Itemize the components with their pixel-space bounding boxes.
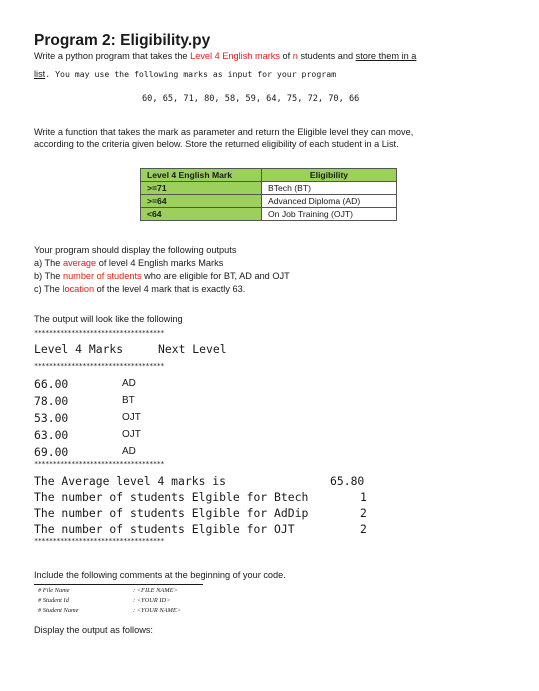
criteria-mark: <64	[141, 208, 262, 221]
comment-value: : <YOUR NAME>	[133, 607, 182, 614]
page-title: Program 2: Eligibility.py	[34, 32, 211, 49]
output-item-b	[34, 271, 290, 281]
output-text: c) The	[34, 284, 63, 294]
separator-stars: ***********************************	[34, 362, 165, 370]
summary-average-label: The Average level 4 marks is	[34, 474, 227, 488]
criteria-eligibility: BTech (BT)	[262, 182, 397, 195]
sample-level: OJT	[122, 429, 141, 440]
intro-text: of	[279, 51, 293, 61]
output-item-a	[34, 258, 223, 268]
comment-key: # Student Id	[38, 597, 69, 604]
criteria-row	[141, 195, 397, 208]
output-text: who are eligible for BT, AD and OJT	[141, 271, 290, 281]
criteria-mark: >=64	[141, 195, 262, 208]
criteria-row	[141, 182, 397, 195]
summary-adip-value: 2	[360, 506, 367, 520]
output-item-c	[34, 284, 245, 294]
comment-key: # File Name	[38, 587, 70, 594]
sample-intro: The output will look like the following	[34, 314, 183, 324]
sample-level: BT	[122, 395, 135, 406]
summary-btech-value: 1	[360, 490, 367, 504]
separator-stars: ***********************************	[34, 329, 165, 337]
summary-ojt-value: 2	[360, 522, 367, 536]
function-desc-line-1: Write a function that takes the mark as parameter and return the Eligible level they can move,	[34, 127, 414, 137]
criteria-table	[140, 168, 397, 221]
intro-highlight: n	[292, 51, 298, 61]
output-highlight: average	[62, 258, 97, 268]
input-marks: 60, 65, 71, 80, 58, 59, 64, 75, 72, 70, 66	[142, 94, 360, 104]
separator-stars: ***********************************	[34, 537, 165, 545]
sample-header-marks: Level 4 Marks	[34, 342, 124, 356]
criteria-header-mark: Level 4 English Mark	[141, 169, 262, 182]
separator-stars: ***********************************	[34, 460, 165, 468]
criteria-header-eligibility: Eligibility	[262, 169, 397, 182]
sample-level: OJT	[122, 412, 141, 423]
intro-line-1	[34, 51, 416, 61]
output-text: a) The	[34, 258, 63, 268]
output-text: of level 4 English marks Marks	[96, 258, 224, 268]
summary-ojt-label: The number of students Elgible for OJT	[34, 522, 295, 536]
outputs-intro: Your program should display the following outputs	[34, 245, 237, 255]
sample-level: AD	[122, 446, 136, 457]
criteria-row	[141, 208, 397, 221]
intro-text: . You may use the following marks as input for your program	[45, 69, 337, 79]
summary-average-value: 65.80	[330, 474, 365, 488]
output-text: b) The	[34, 271, 63, 281]
sample-header-level: Next Level	[158, 342, 227, 356]
summary-adip-label: The number of students Elgible for AdDip	[34, 506, 309, 520]
criteria-header-row	[141, 169, 397, 182]
criteria-eligibility: Advanced Diploma (AD)	[262, 195, 397, 208]
criteria-eligibility: On Job Training (OJT)	[262, 208, 397, 221]
comment-key: # Student Name	[38, 607, 79, 614]
criteria-mark: >=71	[141, 182, 262, 195]
intro-line-2	[34, 64, 336, 82]
sample-mark: 69.00	[34, 445, 69, 459]
intro-text: Write a python program that takes the	[34, 51, 191, 61]
comments-intro: Include the following comments at the beginning of your code.	[34, 570, 286, 580]
sample-mark: 78.00	[34, 394, 69, 408]
comments-top-border	[34, 584, 203, 585]
comment-value: : <FILE NAME>	[133, 587, 178, 594]
summary-btech-label: The number of students Elgible for Btech	[34, 490, 309, 504]
comment-value: : <YOUR ID>	[133, 597, 171, 604]
sample-mark: 66.00	[34, 377, 69, 391]
function-desc-line-2: according to the criteria given below. Store the returned eligibility of each student in a List.	[34, 139, 399, 149]
display-instruction: Display the output as follows:	[34, 625, 153, 635]
intro-underline: store them in a	[355, 51, 417, 61]
intro-underline: list	[34, 69, 46, 79]
sample-mark: 53.00	[34, 411, 69, 425]
output-text: of the level 4 mark that is exactly 63.	[94, 284, 246, 294]
output-highlight: location	[62, 284, 95, 294]
intro-highlight: Level 4 English marks	[190, 51, 280, 61]
intro-text: students and	[297, 51, 356, 61]
sample-mark: 63.00	[34, 428, 69, 442]
output-highlight: number of students	[62, 271, 142, 281]
sample-level: AD	[122, 378, 136, 389]
